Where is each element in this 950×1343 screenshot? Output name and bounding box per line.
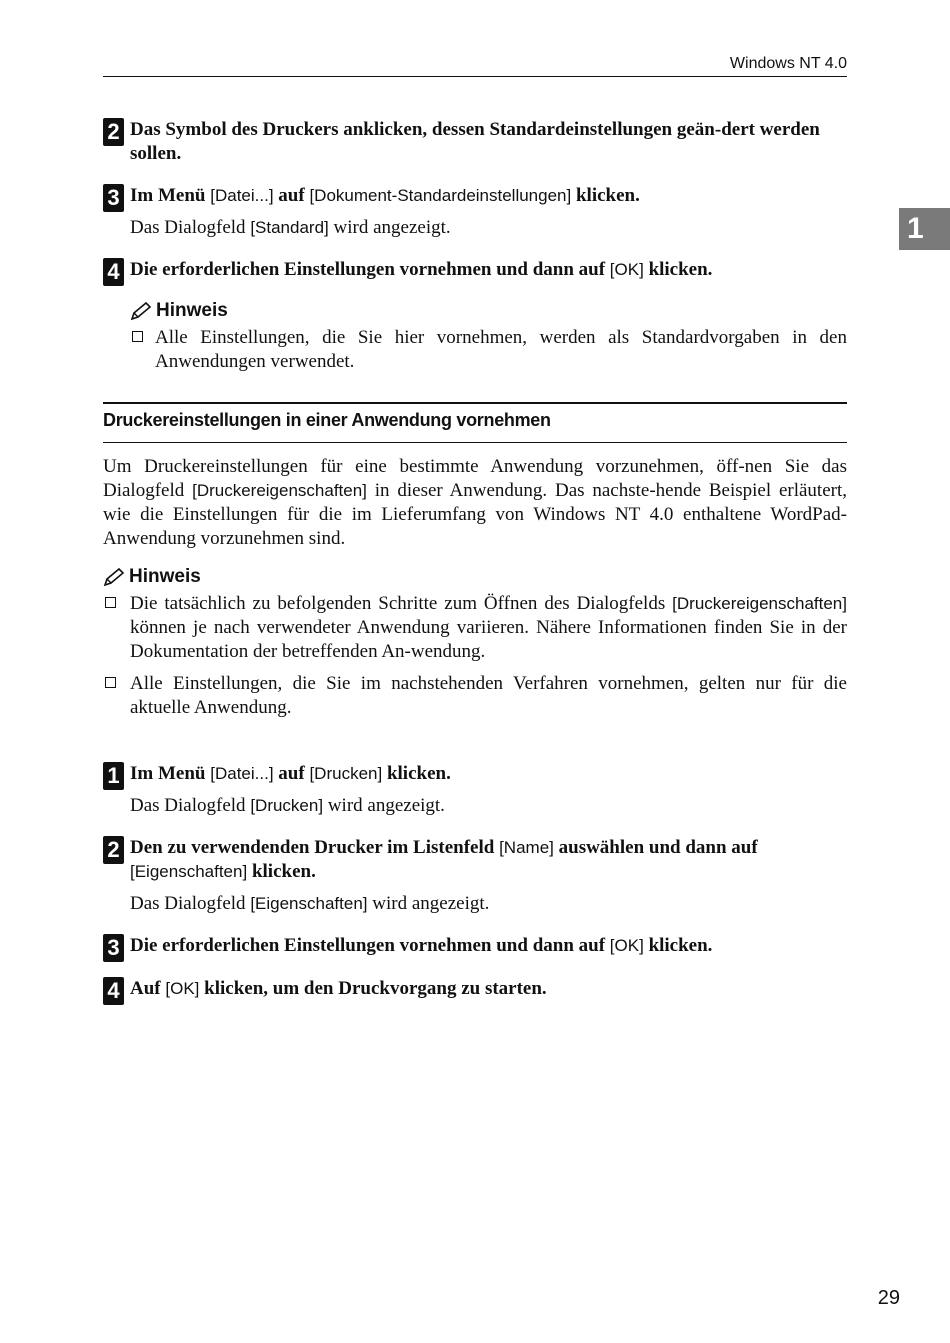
ui-term: [Eigenschaften]: [250, 894, 368, 913]
checkbox-bullet-icon: [132, 331, 143, 342]
ui-term: [Standard]: [250, 218, 329, 237]
step-number: 3: [103, 184, 124, 212]
step-number: 1: [103, 762, 124, 790]
step-text: Die erforderlichen Einstellungen vornehmen und dann auf [OK] klicken.: [130, 935, 713, 956]
intro-paragraph: Um Druckereinstellungen für eine bestimmte Anwendung vorzunehmen, öff-nen Sie das Dialogfeld [Druckereigenschaften] in dieser Anwendung. Das nachste-hende Beispiel erläutert, wie die Einstellungen für die im Lieferumfang von Windows NT 4.0 enthaltene WordPad-Anwendung vorzunehmen sind.: [103, 456, 847, 549]
ui-term: [Dokument-Standardeinstellungen]: [309, 186, 572, 205]
step-number: 4: [103, 977, 124, 1005]
header-rule: [103, 76, 847, 77]
step-text: Den zu verwendenden Drucker im Listenfeld [Name] auswählen und dann auf [Eigenschaften] klicken.: [130, 837, 758, 882]
ui-term: [Eigenschaften]: [130, 862, 248, 881]
step-text: Das Symbol des Druckers anklicken, dessen Standardeinstellungen geän-dert werden sollen.: [130, 119, 820, 164]
step-result: Das Dialogfeld [Standard] wird angezeigt.: [130, 217, 451, 238]
ui-term: [Drucken]: [250, 796, 324, 815]
ui-term: [OK]: [609, 260, 644, 279]
note-item: Die tatsächlich zu befolgenden Schritte zum Öffnen des Dialogfelds [Druckereigenschaften] können je nach verwendeter Anwendung variieren. Nähere Informationen finden Sie in der Dokumentation der betreffenden An-wendung.: [103, 592, 847, 664]
step-4-bottom: [103, 977, 847, 1001]
step-2-bottom: [103, 836, 847, 916]
note-item: Alle Einstellungen, die Sie hier vornehmen, werden als Standardvorgaben in den Anwendungen verwendet.: [130, 326, 847, 374]
checkbox-bullet-icon: [105, 597, 116, 608]
ui-term: [Druckereigenschaften]: [672, 594, 847, 613]
ui-term: [Datei...]: [210, 764, 274, 783]
section-title: Druckereinstellungen in einer Anwendung vornehmen: [103, 410, 551, 430]
ui-term: [Datei...]: [210, 186, 274, 205]
step-number: 2: [103, 118, 124, 146]
note-block: [130, 300, 847, 374]
step-number: 2: [103, 836, 124, 864]
step-number: 4: [103, 258, 124, 286]
note-title: Hinweis: [130, 300, 847, 322]
ui-term: [Druckereigenschaften]: [192, 481, 367, 500]
checkbox-bullet-icon: [105, 677, 116, 688]
page-number: 29: [877, 1287, 900, 1309]
ui-term: [OK]: [609, 936, 644, 955]
ui-term: [Name]: [499, 838, 554, 857]
pencil-icon: [103, 567, 125, 587]
step-text: Im Menü [Datei...] auf [Dokument-Standardeinstellungen] klicken.: [130, 185, 640, 206]
step-2-top: [103, 118, 847, 166]
step-3-top: [103, 184, 847, 240]
note-block: [103, 566, 847, 720]
chapter-tab: 1: [899, 208, 950, 250]
step-text: Die erforderlichen Einstellungen vornehmen und dann auf [OK] klicken.: [130, 259, 713, 280]
step-4-top: [103, 258, 847, 282]
step-text: Im Menü [Datei...] auf [Drucken] klicken.: [130, 763, 451, 784]
section-rule-top: [103, 402, 847, 404]
step-3-bottom: [103, 934, 847, 958]
note-item: Alle Einstellungen, die Sie im nachstehenden Verfahren vornehmen, gelten nur für die aktuelle Anwendung.: [103, 672, 847, 720]
ui-term: [OK]: [165, 979, 200, 998]
step-result: Das Dialogfeld [Drucken] wird angezeigt.: [130, 795, 445, 816]
step-number: 3: [103, 934, 124, 962]
section-rule-bottom: [103, 442, 847, 443]
ui-term: [Drucken]: [309, 764, 383, 783]
pencil-icon: [130, 301, 152, 321]
running-header: Windows NT 4.0: [729, 55, 847, 72]
step-text: Auf [OK] klicken, um den Druckvorgang zu starten.: [130, 978, 547, 999]
step-result: Das Dialogfeld [Eigenschaften] wird angezeigt.: [130, 893, 490, 914]
note-title: Hinweis: [103, 566, 847, 588]
step-1-bottom: [103, 762, 847, 818]
